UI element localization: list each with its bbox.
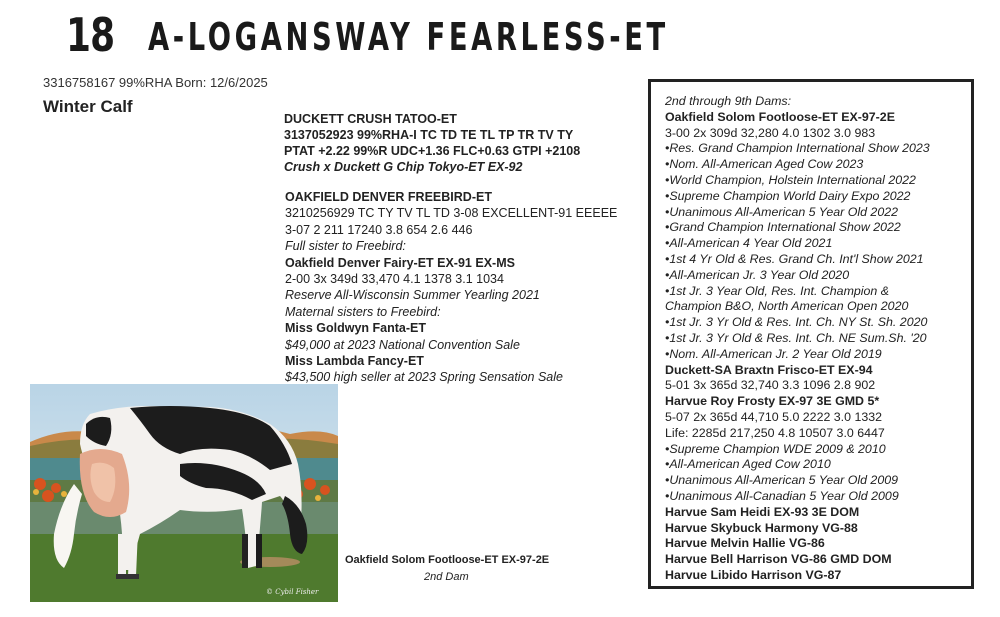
pedigree-line: Harvue Melvin Hallie VG-86 xyxy=(665,536,825,551)
pedigree-line: •Supreme Champion World Dairy Expo 2022 xyxy=(665,188,911,203)
full-sister-label: Full sister to Freebird: xyxy=(285,239,406,254)
pedigree-line: 5-01 3x 365d 32,740 3.3 1096 2.8 902 xyxy=(665,378,876,393)
sire-id-line: 3137052923 99%RHA-I TC TD TE TL TP TR TV TY xyxy=(284,128,574,142)
full-sister-honor: Reserve All-Wisconsin Summer Yearling 2021 xyxy=(285,288,540,303)
pedigree-line: •Res. Grand Champion International Show 2023 xyxy=(665,141,930,156)
dam-name: OAKFIELD DENVER FREEBIRD-ET xyxy=(285,190,492,204)
pedigree-line: •Nom. All-American Jr. 2 Year Old 2019 xyxy=(665,346,882,361)
photo-caption-sub: 2nd Dam xyxy=(424,571,469,583)
maternal-sister-note: $49,000 at 2023 National Convention Sale xyxy=(285,337,520,352)
pedigree-line: Duckett-SA Braxtn Frisco-ET EX-94 xyxy=(665,362,873,377)
animal-name-title: A-LOGANSWAY FEARLESS-ET xyxy=(148,15,669,59)
class-label: Winter Calf xyxy=(43,97,133,116)
pedigree-line: 5-07 2x 365d 44,710 5.0 2222 3.0 1332 xyxy=(665,409,883,424)
pedigree-line: •Supreme Champion WDE 2009 & 2010 xyxy=(665,441,886,456)
maternal-sister-note: $43,500 high seller at 2023 Spring Sensation Sale xyxy=(285,370,563,385)
pedigree-line: Harvue Bell Harrison VG-86 GMD DOM xyxy=(665,552,892,567)
pedigree-heading: 2nd through 9th Dams: xyxy=(665,94,792,108)
pedigree-line: Champion B&O, North American Open 2020 xyxy=(665,299,909,314)
pedigree-line: Harvue Sam Heidi EX-93 3E DOM xyxy=(665,504,860,519)
cow-photo-illustration xyxy=(30,384,338,602)
cow-photo xyxy=(30,384,338,602)
full-sister-name: Oakfield Denver Fairy-ET EX-91 EX-MS xyxy=(285,255,515,270)
dam-id-line: 3210256929 TC TY TV TL TD 3-08 EXCELLENT-91 EEEEE xyxy=(285,206,618,221)
lot-number: 18 xyxy=(66,8,115,62)
pedigree-line: 3-00 2x 309d 32,280 4.0 1302 3.0 983 xyxy=(665,125,876,140)
sire-block xyxy=(284,111,580,175)
pedigree-line: •Unanimous All-American 5 Year Old 2022 xyxy=(665,204,898,219)
pedigree-line: Harvue Libido Harrison VG-87 xyxy=(665,567,842,582)
pedigree-line: •Unanimous All-Canadian 5 Year Old 2009 xyxy=(665,488,899,503)
maternal-sisters-label: Maternal sisters to Freebird: xyxy=(285,304,441,319)
registration-line: 3316758167 99%RHA Born: 12/6/2025 xyxy=(43,75,268,90)
full-sister-record: 2-00 3x 349d 33,470 4.1 1378 3.1 1034 xyxy=(285,272,504,287)
sire-proof-line: PTAT +2.22 99%R UDC+1.36 FLC+0.63 GTPI +2108 xyxy=(284,144,581,158)
dam-record: 3-07 2 211 17240 3.8 654 2.6 446 xyxy=(285,222,473,237)
pedigree-line: •Unanimous All-American 5 Year Old 2009 xyxy=(665,473,898,488)
dam-pedigree-box xyxy=(648,79,974,589)
pedigree-line: •All-American 4 Year Old 2021 xyxy=(665,236,833,251)
pedigree-line: •1st Jr. 3 Yr Old & Res. Int. Ch. NY St. Sh. 2020 xyxy=(665,315,928,330)
pedigree-line: •World Champion, Holstein International 2022 xyxy=(665,172,916,187)
pedigree-line: •All-American Aged Cow 2010 xyxy=(665,457,831,472)
pedigree-line: Oakfield Solom Footloose-ET EX-97-2E xyxy=(665,109,895,124)
dam-block xyxy=(285,189,617,386)
photographer-credit: © Cybil Fisher xyxy=(266,588,319,596)
pedigree-line: Life: 2285d 217,250 4.8 10507 3.0 6447 xyxy=(665,425,885,440)
pedigree-line: •All-American Jr. 3 Year Old 2020 xyxy=(665,267,850,282)
sire-name: DUCKETT CRUSH TATOO-ET xyxy=(284,112,457,126)
pedigree-lines xyxy=(665,110,961,584)
sire-pedigree: Crush x Duckett G Chip Tokyo-ET EX-92 xyxy=(284,160,523,174)
maternal-sister-name: Miss Lambda Fancy-ET xyxy=(285,354,424,369)
pedigree-line: Harvue Skybuck Harmony VG-88 xyxy=(665,520,858,535)
pedigree-line: •Grand Champion International Show 2022 xyxy=(665,220,901,235)
pedigree-line: Harvue Roy Frosty EX-97 3E GMD 5* xyxy=(665,394,880,409)
maternal-sister-name: Miss Goldwyn Fanta-ET xyxy=(285,321,426,336)
pedigree-line: •Nom. All-American Aged Cow 2023 xyxy=(665,157,864,172)
pedigree-line: •1st 4 Yr Old & Res. Grand Ch. Int'l Show 2021 xyxy=(665,251,924,266)
pedigree-line: •1st Jr. 3 Yr Old & Res. Int. Ch. NE Sum.Sh. '20 xyxy=(665,330,927,345)
photo-caption-name: Oakfield Solom Footloose-ET EX-97-2E xyxy=(345,554,550,566)
pedigree-line: •1st Jr. 3 Year Old, Res. Int. Champion & xyxy=(665,283,890,298)
